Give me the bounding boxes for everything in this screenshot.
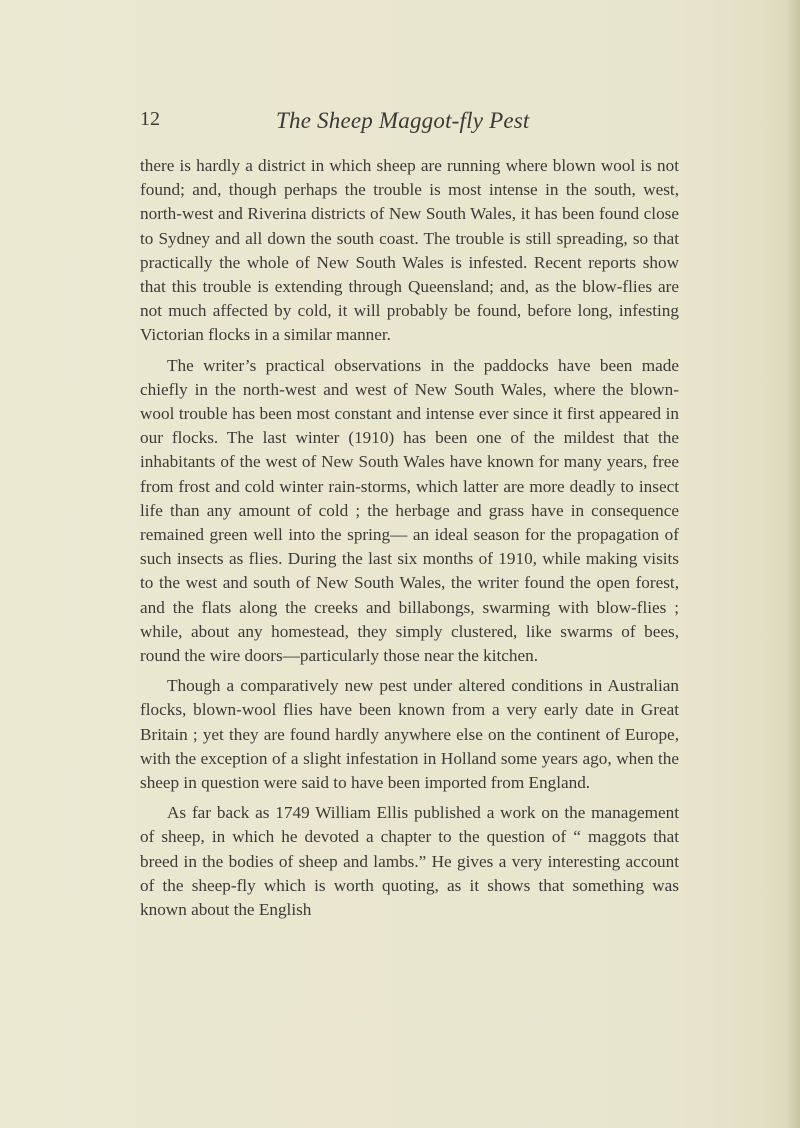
page-header <box>140 108 660 144</box>
page-number: 12 <box>140 108 160 130</box>
page-edge-shadow <box>786 0 800 1128</box>
paragraph-1: there is hardly a district in which sheep are running where blown wool is not found; and, though perhaps the trouble is most intense in the south, west, north-west and Riverina districts of New South Wales, it has been found close to Sydney and all down the south coast. The trouble is still spreading, so that practically the whole of New South Wales is infested. Recent reports show that this trouble is extending through Queensland; and, as the blow-flies are not much affected by cold, it will probably be found, before long, infesting Victorian flocks in a similar manner. <box>140 156 679 345</box>
paragraph-4: As far back as 1749 William Ellis published a work on the management of sheep, in which he devoted a chapter to the question of “ maggots that breed in the bodies of sheep and lambs.” He gives a very interesting account of the sheep-fly which is worth quoting, as it shows that something was known about the English <box>140 803 679 920</box>
paragraph-2: The writer’s practical observations in the paddocks have been made chiefly in the north-west and west of New South Wales, where the blown-wool trouble has been most constant and intense ever since it first appeared in our flocks. The last winter (1910) has been one of the mildest that the inhabitants of the west of New South Wales have known for many years, free from frost and cold winter rain-storms, which latter are more deadly to insect life than any amount of cold ; the herbage and grass have in consequence remained green well into the spring— an ideal season for the propagation of such insects as flies. During the last six months of 1910, while making visits to the west and south of New South Wales, the writer found the open forest, and the flats along the creeks and billabongs, swarming with blow-flies ; while, about any homestead, they simply clustered, like swarms of bees, round the wire doors—particularly those near the kitchen. <box>140 355 679 666</box>
body-text <box>140 154 679 928</box>
running-title: The Sheep Maggot-fly Pest <box>276 108 530 133</box>
paragraph-3: Though a comparatively new pest under altered conditions in Australian flocks, blown-wool flies have been known from a very early date in Great Britain ; yet they are found hardly anywhere else on the continent of Europe, with the exception of a slight infestation in Holland some years ago, when the sheep in question were said to have been imported from England. <box>140 676 679 793</box>
